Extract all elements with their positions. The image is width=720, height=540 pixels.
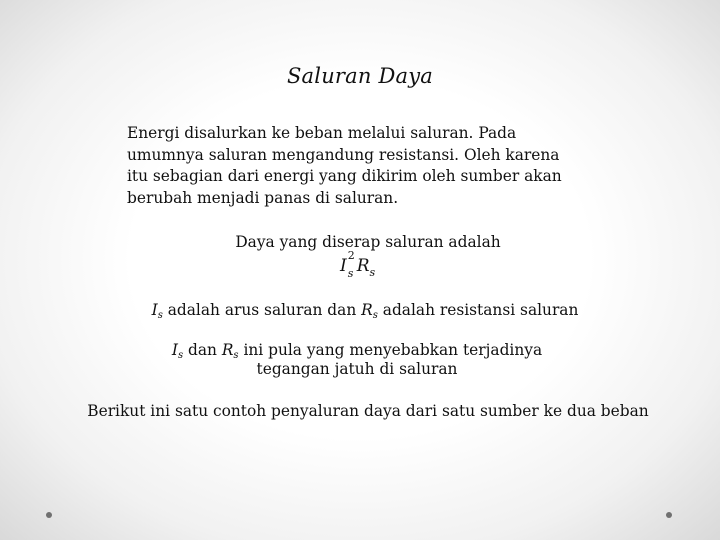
formula-resistance-symbol: R [356, 256, 370, 276]
definition-text [5, 300, 720, 323]
formula-exponent: 2 [347, 248, 355, 262]
voltage-drop-text-line2: tegangan jatuh di saluran [256, 360, 458, 378]
current-symbol: I [151, 301, 158, 319]
current-subscript: s [177, 350, 184, 361]
formula-current-symbol: I [340, 256, 347, 276]
definition-end: adalah resistansi saluran [377, 301, 579, 319]
current-subscript: s [157, 310, 163, 321]
loss-line1-end: ini pula yang menyebabkan terjadinya [238, 341, 543, 359]
resistance-symbol: R [361, 301, 373, 319]
paragraph-line: umumnya saluran mengandung resistansi. Oleh karena [127, 145, 560, 164]
formula-current-indices [347, 248, 357, 280]
power-loss-formula [340, 248, 376, 280]
intro-paragraph [127, 123, 597, 209]
corner-dot-decoration [666, 512, 672, 518]
current-symbol: I [171, 341, 178, 359]
formula-current-subscript: s [347, 266, 354, 280]
paragraph-line: berubah menjadi panas di saluran. [127, 188, 399, 207]
loss-connector: dan [183, 341, 222, 359]
definition-middle: adalah arus saluran dan [162, 301, 362, 319]
resistance-subscript: s [233, 350, 239, 361]
formula-resistance-subscript: s [369, 266, 376, 279]
slide-title: Saluran Daya [286, 64, 434, 88]
paragraph-line: Energi disalurkan ke beban melalui saluran. Pada [127, 124, 517, 142]
resistance-symbol: R [221, 341, 234, 359]
corner-dot-decoration [46, 512, 52, 518]
absorbed-power-text: Daya yang diserap saluran adalah [235, 233, 501, 251]
example-text: Berikut ini satu contoh penyaluran daya dari satu sumber ke dua beban [87, 402, 649, 420]
paragraph-line: itu sebagian dari energi yang dikirim oleh sumber akan [127, 167, 562, 185]
resistance-subscript: s [372, 310, 378, 321]
